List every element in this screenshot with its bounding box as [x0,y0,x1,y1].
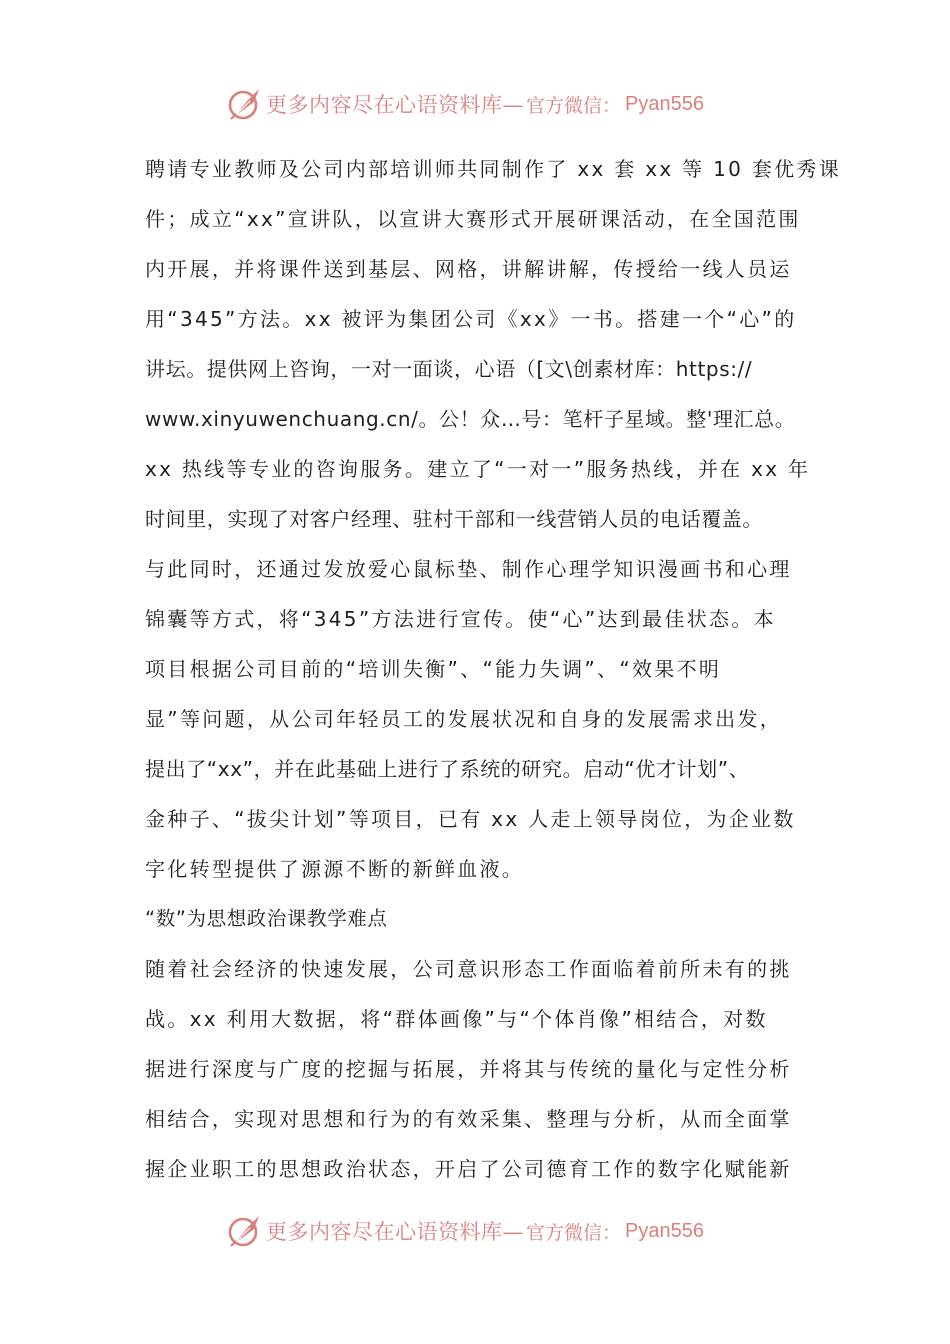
text-line: 金种子、“拔尖计划”等项目，已有 xx 人走上领导岗位，为企业数 [145,807,796,831]
section-heading: “数”为思想政治课教学难点 [145,907,388,930]
text-line: 随着社会经济的快速发展，公司意识形态工作面临着前所未有的挑 [145,957,792,981]
banner-wechat-id: Pyan556 [625,92,704,115]
body-text [145,144,842,1194]
text-line: 战。xx 利用大数据，将“群体画像”与“个体肖像”相结合，对数 [145,1007,768,1031]
text-line: 用“345”方法。xx 被评为集团公司《xx》一书。搭建一个“心”的 [145,307,797,331]
text-line: 提出了“xx”，并在此基础上进行了系统的研究。启动“优才计划”、 [145,757,750,781]
text-line: 与此同时，还通过发放爱心鼠标垫、制作心理学知识漫画书和心理 [145,557,792,581]
text-line: 项目根据公司目前的“培训失衡”、“能力失调”、“效果不明 [145,657,722,681]
text-line: 锦囊等方式，将“345”方法进行宣传。使“心”达到最佳状态。本 [145,607,776,631]
header-banner [226,84,704,124]
text-line: 显”等问题，从公司年轻员工的发展状况和自身的发展需求出发， [145,707,783,731]
text-line: 时间里，实现了对客户经理、驻村干部和一线营销人员的电话覆盖。 [145,507,763,531]
banner-wechat-label: 官方微信： [526,94,622,117]
text-line: 聘请专业教师及公司内部培训师共同制作了 xx 套 xx 等 10 套优秀课 [145,157,842,181]
text-line: 内开展，并将课件送到基层、网格，讲解讲解，传授给一线人员运 [145,257,792,281]
text-line: 相结合，实现对思想和行为的有效采集、整理与分析，从而全面掌 [145,1107,792,1131]
quill-logo-icon [226,86,262,122]
footer-banner [226,1211,704,1251]
text-line: 据进行深度与广度的挖掘与拓展，并将其与传统的量化与定性分析 [145,1057,792,1081]
banner-wechat-label: 官方微信： [526,1221,622,1244]
quill-logo-icon [226,1213,262,1249]
text-line: xx 热线等专业的咨询服务。建立了“一对一”服务热线，并在 xx 年 [145,457,811,481]
text-line: www.xinyuwenchuang.cn/。公！众…号：笔杆子星域。整'理汇总。 [145,407,796,431]
text-line: 字化转型提供了源源不断的新鲜血液。 [145,857,525,881]
text-line: 讲坛。提供网上咨询，一对一面谈，心语（[文\创素材库：https:// [145,357,753,381]
text-line: 握企业职工的思想政治状态，开启了公司德育工作的数字化赋能新 [145,1157,792,1181]
banner-wechat-id: Pyan556 [625,1219,704,1242]
text-line: 件；成立“xx”宣讲队，以宣讲大赛形式开展研课活动，在全国范围 [145,207,801,231]
banner-text: 更多内容尽在心语资料库— [266,1220,524,1244]
banner-text: 更多内容尽在心语资料库— [266,93,524,117]
